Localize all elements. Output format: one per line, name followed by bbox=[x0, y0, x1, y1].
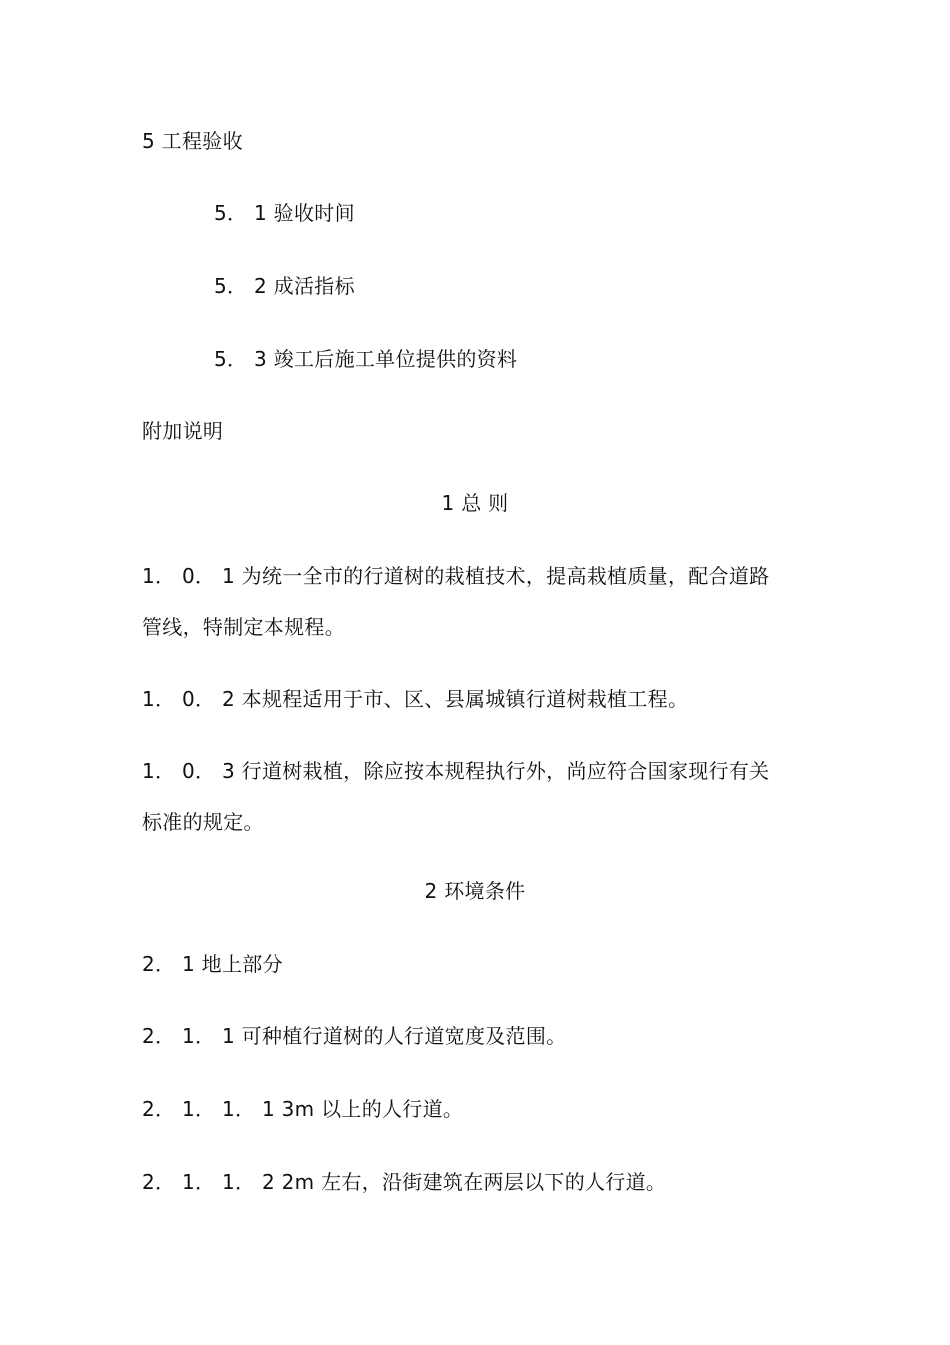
clause-1-0-2: 1． 0． 2 本规程适用于市、区、县属城镇行道树栽植工程。 bbox=[142, 687, 689, 711]
clause-2-1-1-1: 2． 1． 1． 1 3m 以上的人行道。 bbox=[142, 1097, 464, 1121]
toc-item-5-2: 5． 2 成活指标 bbox=[214, 274, 355, 298]
clause-1-0-3: 1． 0． 3 行道树栽植，除应按本规程执行外，尚应符合国家现行有关 bbox=[142, 759, 770, 783]
toc-item-5: 5 工程验收 bbox=[142, 129, 243, 153]
clause-1-0-1: 1． 0． 1 为统一全市的行道树的栽植技术，提高栽植质量，配合道路 bbox=[142, 564, 770, 588]
clause-1-0-3-cont: 标准的规定。 bbox=[142, 810, 264, 834]
toc-item-appendix: 附加说明 bbox=[142, 419, 224, 443]
toc-item-5-1: 5． 1 验收时间 bbox=[214, 201, 355, 225]
toc-item-5-3: 5． 3 竣工后施工单位提供的资料 bbox=[214, 347, 518, 371]
clause-2-1-1-2: 2． 1． 1． 2 2m 左右，沿街建筑在两层以下的人行道。 bbox=[142, 1170, 667, 1194]
section-heading-1: 1 总 则 bbox=[441, 491, 509, 515]
clause-2-1-1: 2． 1． 1 可种植行道树的人行道宽度及范围。 bbox=[142, 1024, 567, 1048]
clause-1-0-1-cont: 管线，特制定本规程。 bbox=[142, 615, 345, 639]
clause-2-1: 2． 1 地上部分 bbox=[142, 952, 283, 976]
section-heading-2: 2 环境条件 bbox=[424, 879, 526, 903]
